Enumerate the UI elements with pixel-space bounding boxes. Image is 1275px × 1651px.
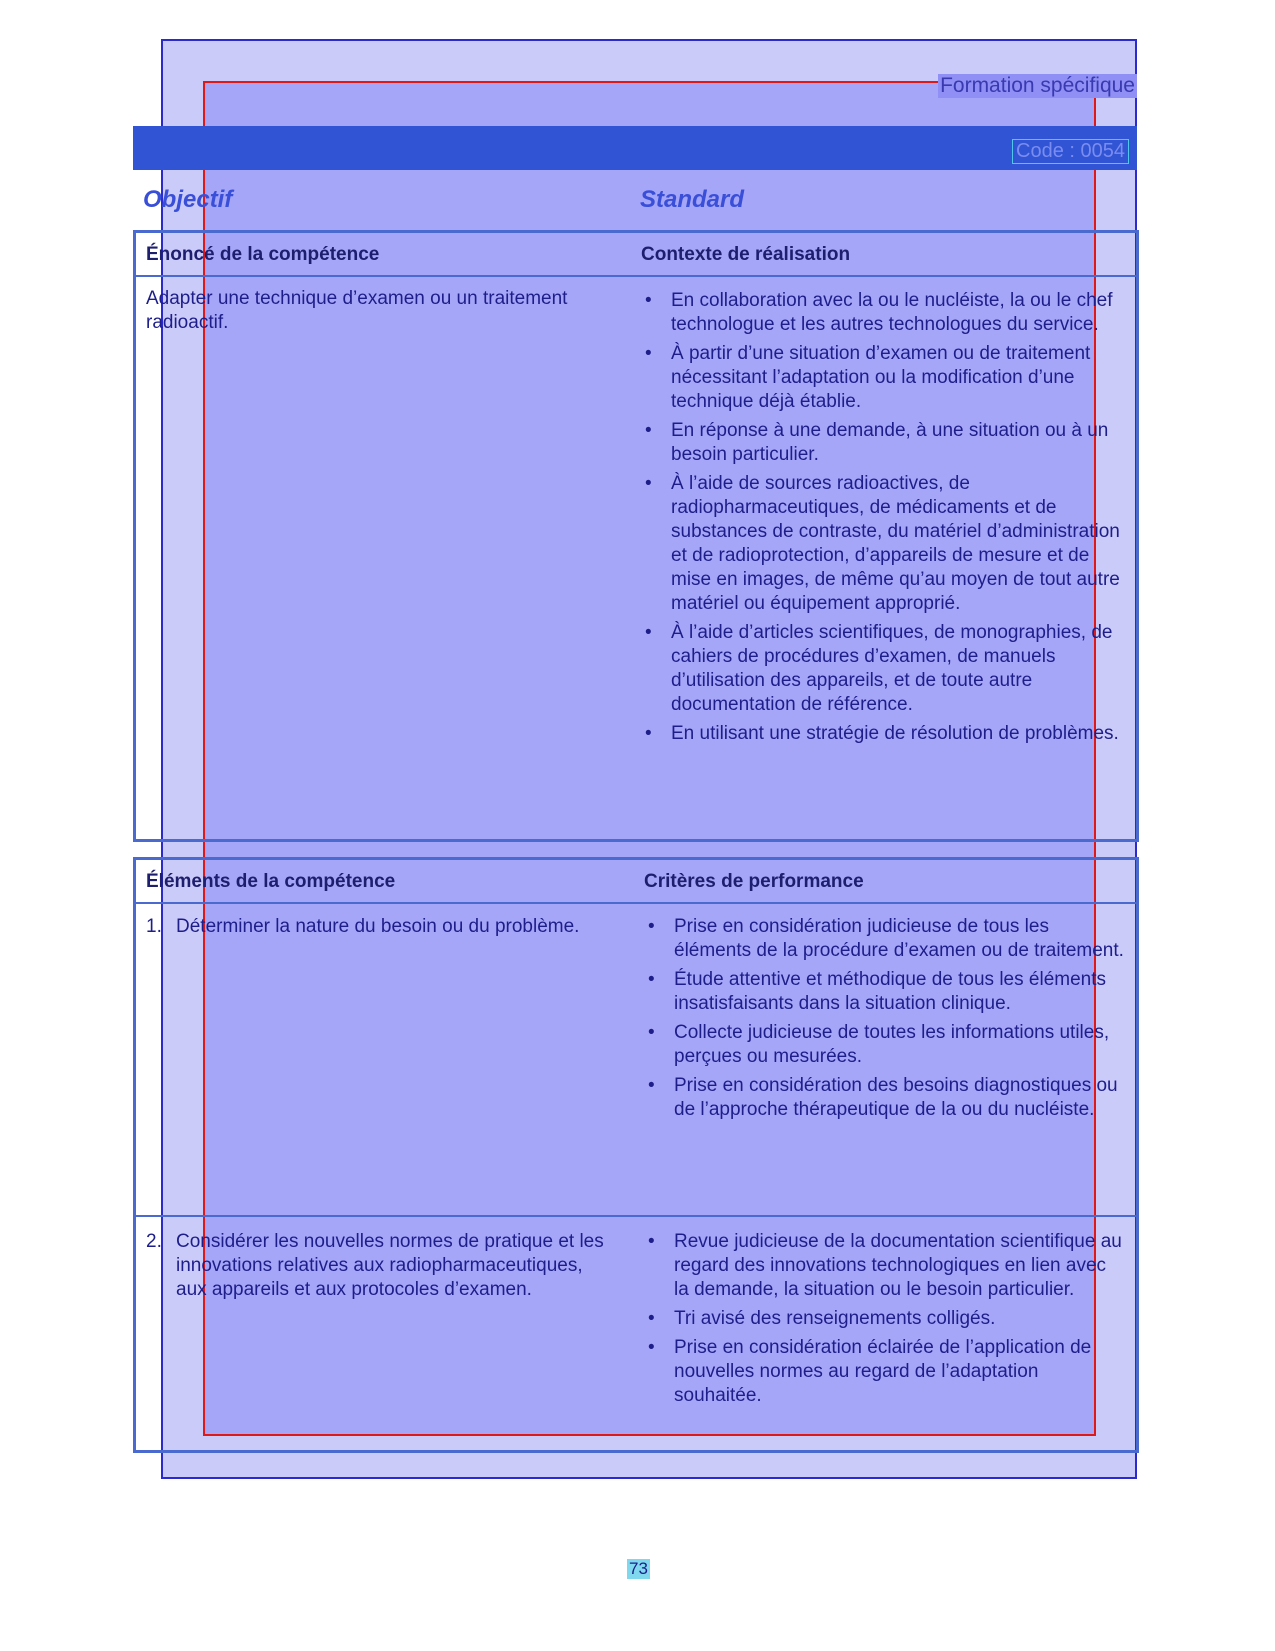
header-bar <box>133 126 1137 170</box>
bullet-icon: • <box>645 290 652 311</box>
code-label: Code : 0054 <box>1012 139 1129 164</box>
critere-item: • Tri avisé des renseignements colligés. <box>648 1308 996 1329</box>
critere-item: • Prise en considération judicieuse de tous les éléments de la procédure d’examen ou de traitement. <box>648 916 1124 961</box>
contexte-list <box>641 289 1121 751</box>
elements-box <box>133 857 1139 1453</box>
critere-item: • Prise en considération éclairée de l’application de nouvelles normes au regard de l’adaptation souhaitée. <box>648 1337 1092 1406</box>
critere-item: • Étude attentive et méthodique de tous les éléments insatisfaisants dans la situation clinique. <box>648 969 1106 1014</box>
bullet-icon: • <box>648 1075 655 1096</box>
bullet-icon: • <box>645 723 652 744</box>
competence-statement: Adapter une technique d’examen ou un traitement radioactif. <box>146 288 568 333</box>
element-item-1 <box>146 915 616 939</box>
formation-label: Formation spécifique <box>940 74 1135 97</box>
contexte-item: • À l’aide de sources radioactives, de radiopharmaceutiques, de médicaments et de substances de contraste, du matériel d’administration et de radioprotection, d’appareils de mesure et de mise en images, de même qu’au moyen de tout autre matériel ou équipement approprié. <box>645 473 1120 614</box>
bullet-icon: • <box>645 343 652 364</box>
element-item-2 <box>146 1230 616 1302</box>
page-number: 73 <box>629 1559 648 1578</box>
elements-title: Éléments de la compétence <box>146 871 396 892</box>
critere-item: • Collecte judicieuse de toutes les informations utiles, perçues ou mesurées. <box>648 1022 1110 1067</box>
element-text: Considérer les nouvelles normes de pratique et les innovations relatives aux radiopharmaceutiques, aux appareils et aux protocoles d’examen. <box>176 1231 604 1300</box>
bullet-icon: • <box>648 1337 655 1358</box>
bullet-icon: • <box>648 916 655 937</box>
contexte-item: • À l’aide d’articles scientifiques, de monographies, de cahiers de procédures d’examen, de manuels d’utilisation des appareils, et de toute autre documentation de référence. <box>645 622 1113 715</box>
bullet-icon: • <box>645 622 652 643</box>
element-number: 2. <box>146 1231 162 1252</box>
elements-box-header <box>136 860 1136 904</box>
contexte-item: • En collaboration avec la ou le nucléiste, la ou le chef technologue et les autres technologues du service. <box>645 290 1113 335</box>
competence-box-header <box>136 233 1136 277</box>
bullet-icon: • <box>648 969 655 990</box>
criteres-list-1 <box>644 915 1124 1127</box>
bullet-icon: • <box>648 1308 655 1329</box>
criteres-list-2 <box>644 1230 1124 1413</box>
element-text: Déterminer la nature du besoin ou du problème. <box>176 916 580 937</box>
heading-standard: Standard <box>640 186 745 213</box>
row-divider <box>136 1215 1136 1217</box>
enonce-title: Énoncé de la compétence <box>146 244 380 265</box>
criteres-title: Critères de performance <box>644 871 864 892</box>
bullet-icon: • <box>645 420 652 441</box>
element-number: 1. <box>146 916 162 937</box>
critere-item: • Prise en considération des besoins diagnostiques ou de l’approche thérapeutique de la ou du nucléiste. <box>648 1075 1118 1120</box>
bullet-icon: • <box>645 473 652 494</box>
heading-objectif: Objectif <box>143 186 233 213</box>
bullet-icon: • <box>648 1022 655 1043</box>
competence-box <box>133 230 1139 842</box>
contexte-item: • À partir d’une situation d’examen ou de traitement nécessitant l’adaptation ou la modification d’une technique déjà établie. <box>645 343 1091 412</box>
critere-item: • Revue judicieuse de la documentation scientifique au regard des innovations technologiques en lien avec la demande, la situation ou le besoin particulier. <box>648 1231 1122 1300</box>
contexte-title: Contexte de réalisation <box>641 244 851 265</box>
contexte-item: • En réponse à une demande, à une situation ou à un besoin particulier. <box>645 420 1109 465</box>
contexte-item: • En utilisant une stratégie de résolution de problèmes. <box>645 723 1119 744</box>
bullet-icon: • <box>648 1231 655 1252</box>
